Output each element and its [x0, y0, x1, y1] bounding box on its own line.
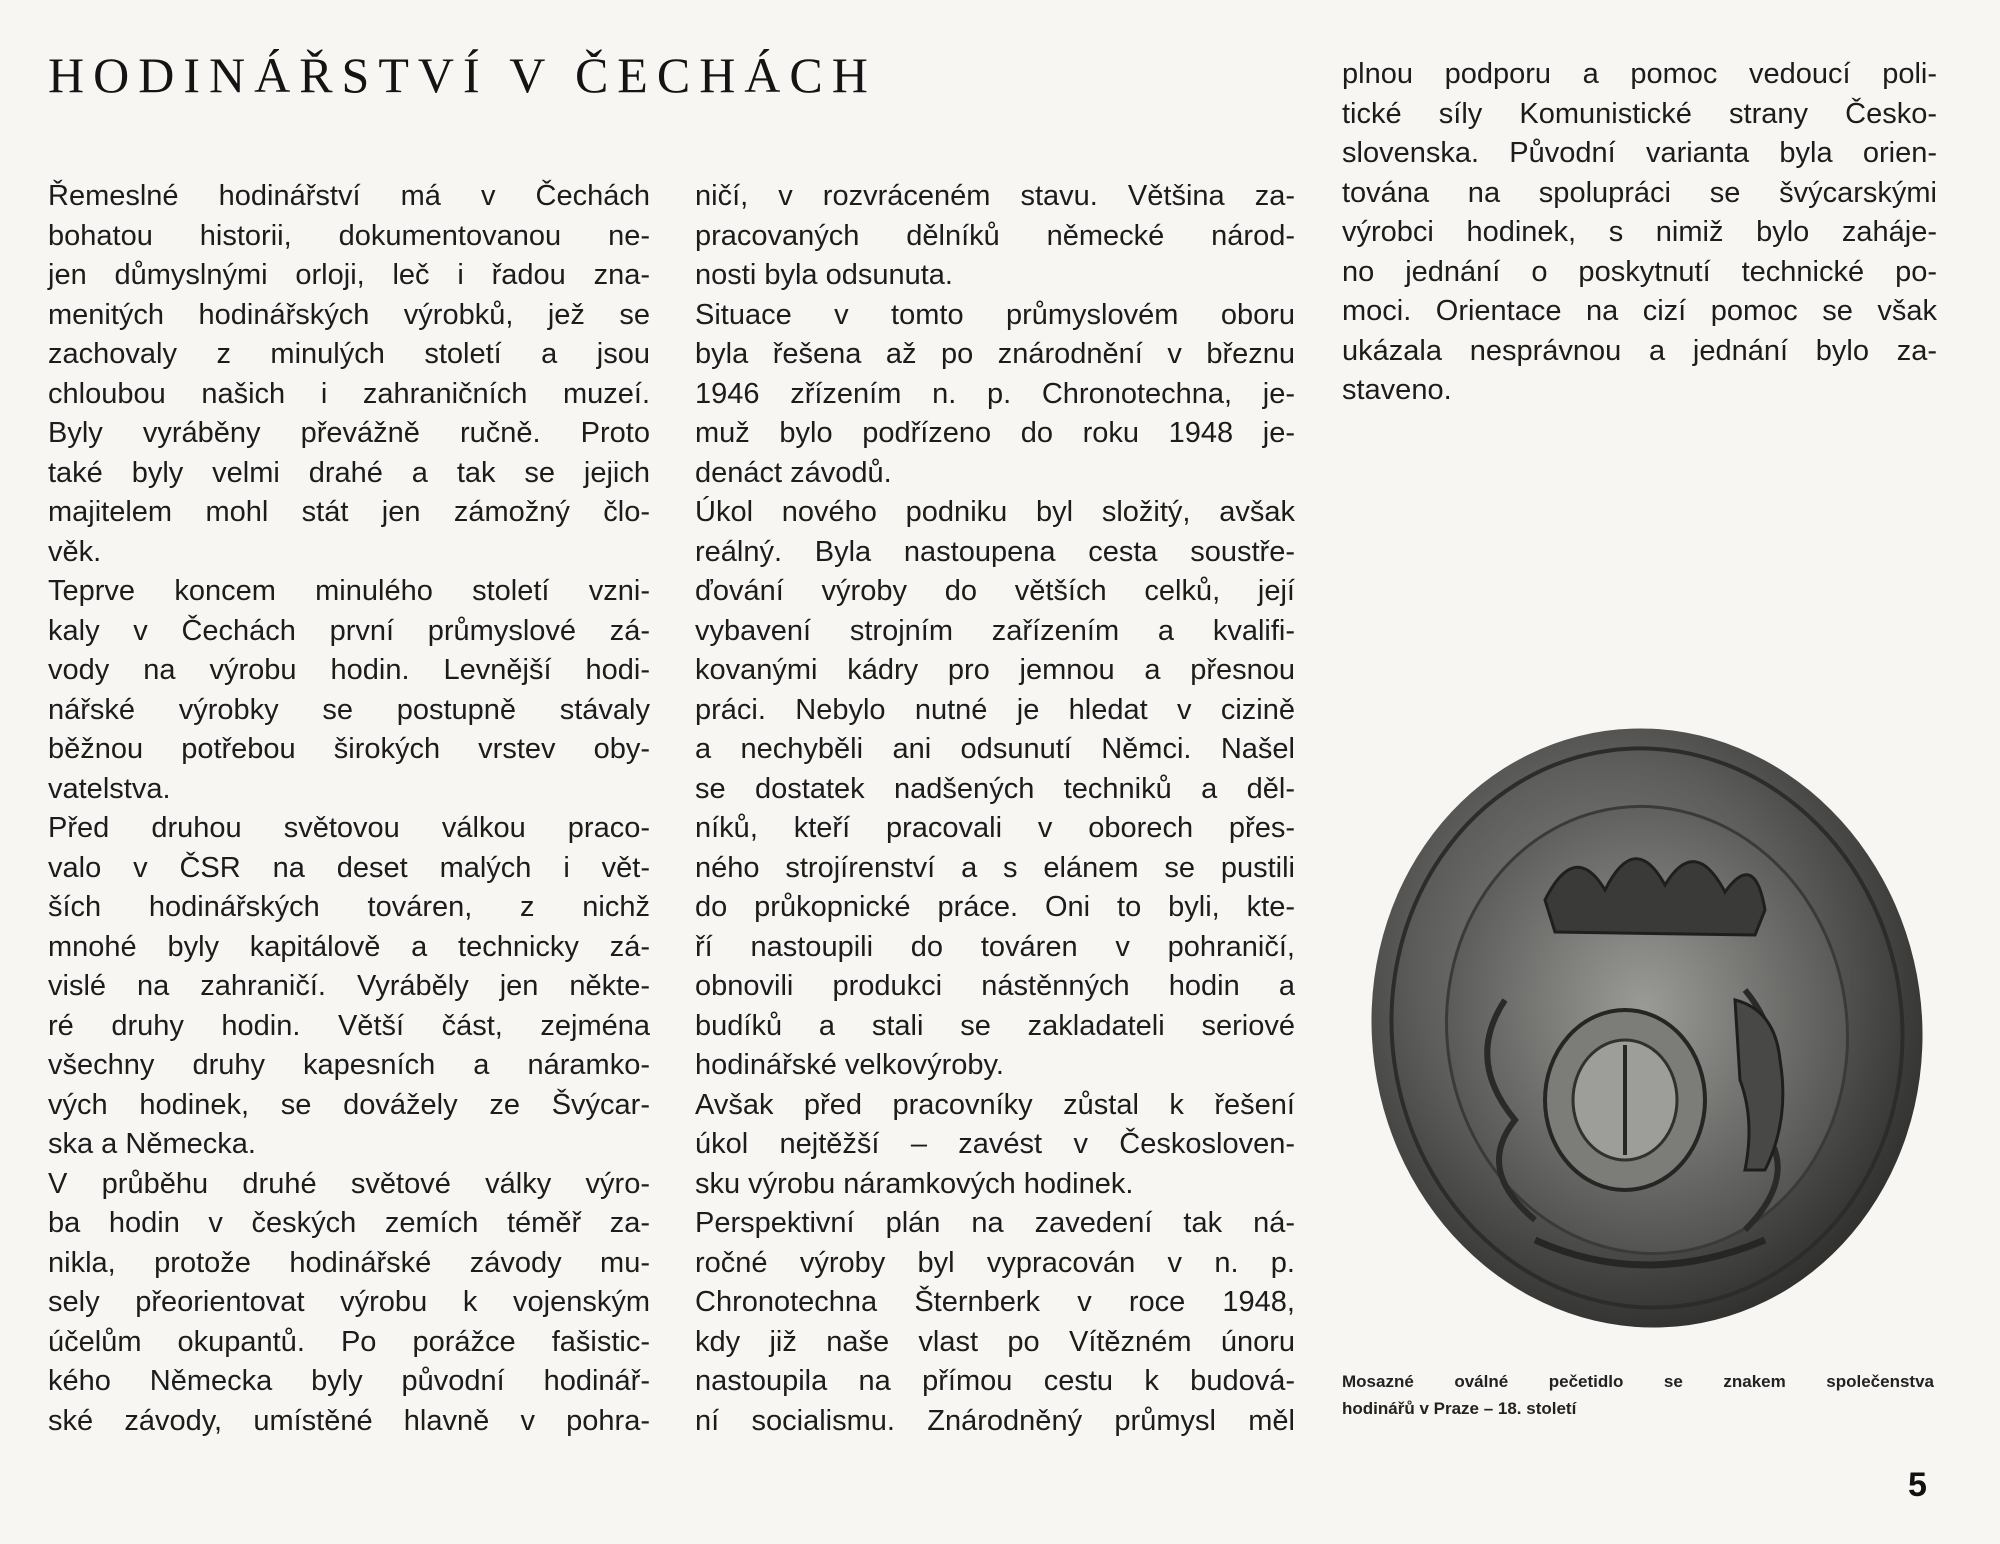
- text-line: Byly vyráběny převážně ručně. Proto: [48, 417, 650, 449]
- text-line: všechny druhy kapesních a náramko-: [48, 1049, 650, 1081]
- text-line: Situace v tomto průmyslovém oboru: [695, 298, 1295, 331]
- text-line: nářské výrobky se postupně stávaly: [48, 693, 650, 726]
- text-line: kovanými kádry pro jemnou a přesnou: [695, 654, 1295, 686]
- text-line: ročné výroby byl vypracován v n. p.: [695, 1246, 1295, 1279]
- text-column-3: [1342, 55, 1937, 411]
- text-line: vatelstva.: [48, 772, 171, 805]
- text-line: Avšak před pracovníky zůstal k řešení: [695, 1088, 1295, 1121]
- seal-photo: [1335, 700, 1955, 1340]
- text-line: sely přeorientovat výrobu k vojenským: [48, 1286, 650, 1318]
- text-line: majitelem mohl stát jen zámožný člo-: [48, 496, 650, 528]
- text-line: tována na spolupráci se švýcarskými: [1342, 176, 1937, 209]
- text-line: do průkopnické práce. Oni to byli, kte-: [695, 891, 1295, 923]
- text-line: kého Německa byly původní hodinář-: [48, 1365, 650, 1397]
- text-line: ba hodin v českých zemích téměř za-: [48, 1207, 650, 1239]
- text-line: níků, kteří pracovali v oborech přes-: [695, 812, 1295, 844]
- text-line: sku výrobu náramkových hodinek.: [695, 1167, 1134, 1200]
- text-line: výrobci hodinek, s nimiž bylo zaháje-: [1342, 216, 1937, 248]
- text-line: byla řešena až po znárodnění v březnu: [695, 338, 1295, 370]
- text-line: ré druhy hodin. Větší část, zejména: [48, 1009, 650, 1042]
- text-line: ného strojírenství a s elánem se pustili: [695, 851, 1295, 884]
- caption-line: Mosazné oválné pečetidlo se znakem společenstva: [1342, 1372, 1934, 1391]
- text-line: V průběhu druhé světové války výro-: [48, 1167, 650, 1200]
- text-line: ukázala nesprávnou a jednání bylo za-: [1342, 334, 1937, 367]
- text-line: pracovaných dělníků německé národ-: [695, 219, 1295, 252]
- text-line: vislé na zahraničí. Vyráběly jen někte-: [48, 970, 650, 1002]
- text-line: Řemeslné hodinářství má v Čechách: [48, 180, 650, 212]
- text-line: nastoupila na přímou cestu k budová-: [695, 1365, 1295, 1397]
- text-line: kaly v Čechách první průmyslové zá-: [48, 614, 650, 647]
- text-line: Před druhou světovou válkou praco-: [48, 812, 650, 844]
- text-line: věk.: [48, 535, 102, 568]
- text-line: menitých hodinářských výrobků, jež se: [48, 298, 650, 331]
- text-line: slovenska. Původní varianta byla orien-: [1342, 137, 1937, 169]
- text-line: valo v ČSR na deset malých i vět-: [48, 851, 650, 884]
- text-line: zachovaly z minulých století a jsou: [48, 338, 650, 370]
- text-line: úkol nejtěžší – zavést v Českosloven-: [695, 1128, 1295, 1160]
- text-line: reálný. Byla nastoupena cesta soustře-: [695, 535, 1295, 568]
- text-line: se dostatek nadšených techniků a děl-: [695, 772, 1295, 805]
- text-line: Teprve koncem minulého století vzni-: [48, 575, 650, 607]
- text-line: běžnou potřebou širokých vrstev oby-: [48, 733, 650, 765]
- caption-line: hodinářů v Praze – 18. století: [1342, 1399, 1577, 1418]
- text-line: hodinářské velkovýroby.: [695, 1049, 1004, 1081]
- text-column-1: [48, 177, 650, 1441]
- text-line: chloubou našich i zahraničních muzeí.: [48, 377, 650, 410]
- text-line: ří nastoupili do továren v pohraničí,: [695, 930, 1295, 963]
- text-line: vybavení strojním zařízením a kvalifi-: [695, 614, 1295, 647]
- text-line: denáct závodů.: [695, 456, 892, 489]
- text-line: Perspektivní plán na zavedení tak ná-: [695, 1207, 1295, 1239]
- text-line: ších hodinářských továren, z nichž: [48, 891, 650, 923]
- text-line: tické síly Komunistické strany Česko-: [1342, 97, 1937, 130]
- text-line: obnovili produkci nástěnných hodin a: [695, 970, 1295, 1002]
- text-line: Úkol nového podniku byl složitý, avšak: [695, 496, 1295, 528]
- text-line: budíků a stali se zakladateli seriové: [695, 1009, 1295, 1042]
- text-line: vých hodinek, se dovážely ze Švýcar-: [48, 1088, 650, 1121]
- text-line: jen důmyslnými orloji, leč i řadou zna-: [48, 259, 650, 291]
- text-line: ničí, v rozvráceném stavu. Většina za-: [695, 180, 1295, 212]
- text-line: muž bylo podřízeno do roku 1948 je-: [695, 417, 1295, 449]
- text-line: ní socialismu. Znárodněný průmysl měl: [695, 1404, 1295, 1437]
- text-line: Chronotechna Šternberk v roce 1948,: [695, 1286, 1295, 1318]
- text-line: účelům okupantů. Po porážce fašistic-: [48, 1325, 650, 1358]
- image-caption: [1342, 1368, 1934, 1422]
- text-line: kdy již naše vlast po Vítězném únoru: [695, 1325, 1295, 1358]
- text-line: ské závody, umístěné hlavně v pohra-: [48, 1404, 650, 1437]
- text-line: staveno.: [1342, 374, 1452, 406]
- text-line: ska a Německa.: [48, 1128, 256, 1160]
- text-line: také byly velmi drahé a tak se jejich: [48, 456, 650, 489]
- text-line: nosti byla odsunuta.: [695, 259, 953, 291]
- text-line: plnou podporu a pomoc vedoucí poli-: [1342, 58, 1937, 90]
- text-line: ďování výroby do větších celků, její: [695, 575, 1295, 607]
- text-column-2: [695, 177, 1295, 1441]
- page-number: 5: [1908, 1466, 1927, 1504]
- text-line: bohatou historii, dokumentovanou ne-: [48, 219, 650, 252]
- text-line: nikla, protože hodinářské závody mu-: [48, 1246, 650, 1279]
- text-line: mnohé byly kapitálově a technicky zá-: [48, 930, 650, 963]
- page-title: HODINÁŘSTVÍ V ČECHÁCH: [48, 47, 877, 103]
- text-line: a nechyběli ani odsunutí Němci. Našel: [695, 733, 1295, 765]
- text-line: vody na výrobu hodin. Levnější hodi-: [48, 654, 650, 686]
- text-line: 1946 zřízením n. p. Chronotechna, je-: [695, 377, 1295, 410]
- text-line: moci. Orientace na cizí pomoc se však: [1342, 295, 1937, 327]
- text-line: práci. Nebylo nutné je hledat v cizině: [695, 693, 1295, 726]
- text-line: no jednání o poskytnutí technické po-: [1342, 255, 1937, 288]
